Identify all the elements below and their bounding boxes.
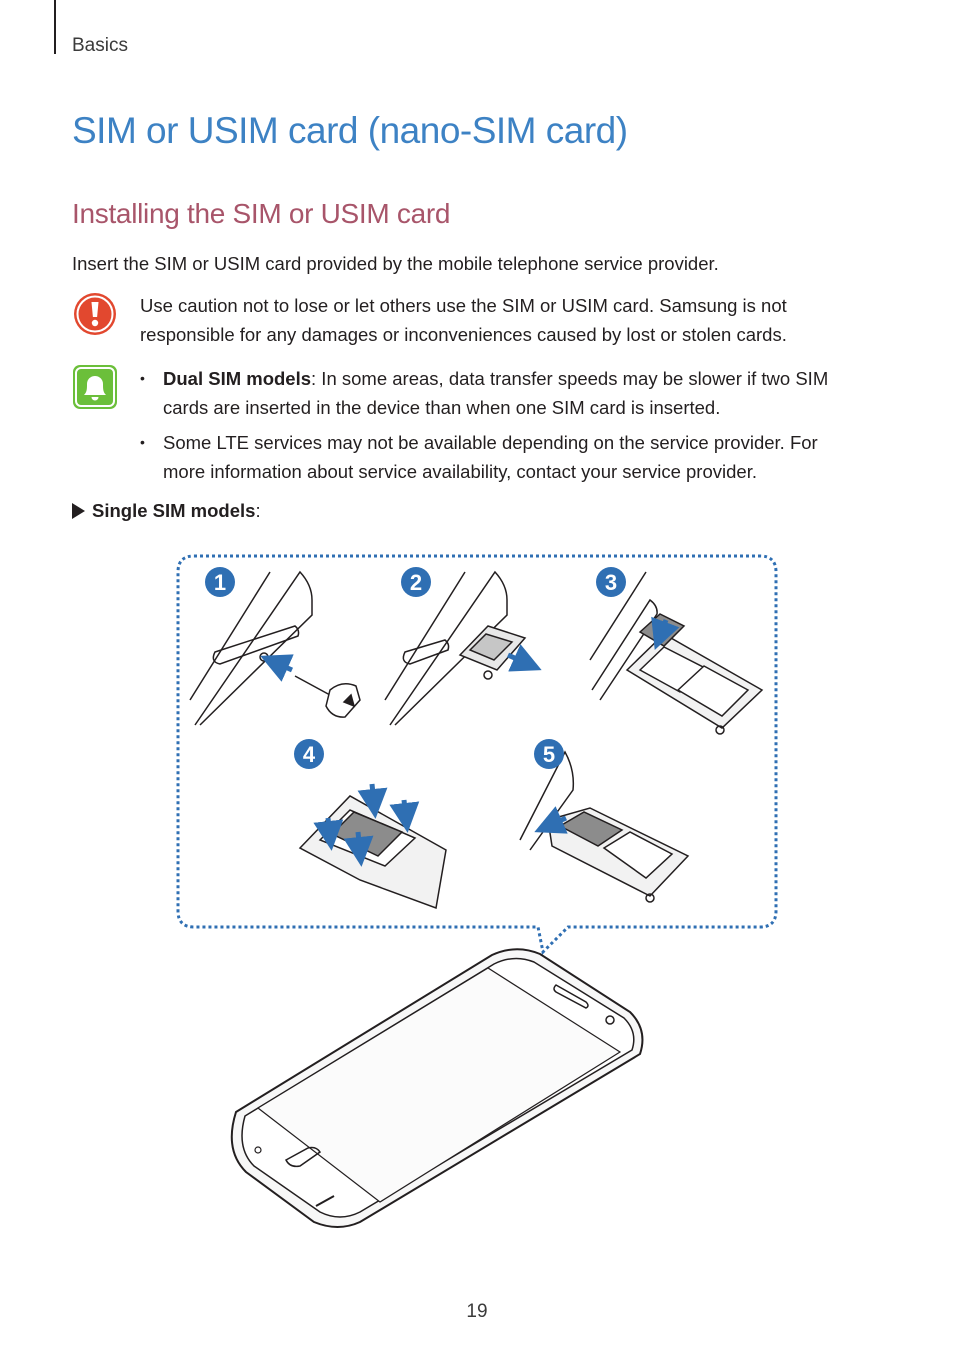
step-4-graphic — [300, 796, 446, 908]
step-badge-5 — [534, 739, 564, 769]
section-label: Basics — [72, 35, 128, 56]
notice-item-text: Some LTE services may not be available depending on the service provider. For more information about service availability, contact your service provider. — [163, 432, 818, 482]
page-number: 19 — [466, 1301, 488, 1322]
step-badge-1 — [205, 567, 235, 597]
notice-item-bold: Dual SIM models — [163, 368, 312, 389]
step-5-graphic — [520, 752, 688, 902]
svg-text:5: 5 — [542, 742, 556, 767]
subheading: Installing the SIM or USIM card — [72, 198, 451, 229]
phone-graphic — [232, 949, 643, 1227]
svg-text:2: 2 — [409, 570, 423, 595]
step-badge-3 — [596, 567, 626, 597]
bullet: • — [140, 370, 145, 386]
intro-paragraph: Insert the SIM or USIM card provided by the mobile telephone service provider. — [72, 253, 719, 274]
step-badge-4 — [294, 739, 324, 769]
svg-text:3: 3 — [604, 570, 618, 595]
step-2-graphic — [385, 572, 525, 725]
model-heading-suffix: : — [255, 500, 261, 521]
svg-text:1: 1 — [213, 570, 227, 595]
step-badge-2 — [401, 567, 431, 597]
arrow — [274, 662, 292, 670]
step-3-graphic — [590, 572, 762, 734]
callout-box — [178, 556, 776, 952]
notice-item-text: : In some areas, data transfer speeds may be slower if two SIM cards are inserted in the device than when one SIM card is inserted. — [163, 368, 829, 418]
model-heading-label: Single SIM models — [92, 500, 256, 521]
arrow — [508, 655, 528, 664]
bullet: • — [140, 434, 145, 450]
page-title: SIM or USIM card (nano-SIM card) — [72, 110, 628, 151]
svg-text:4: 4 — [302, 742, 316, 767]
caution-text: Use caution not to lose or let others use the SIM or USIM card. Samsung is not responsible for any damages or inconveniences caused by lost or stolen cards. — [140, 295, 787, 345]
